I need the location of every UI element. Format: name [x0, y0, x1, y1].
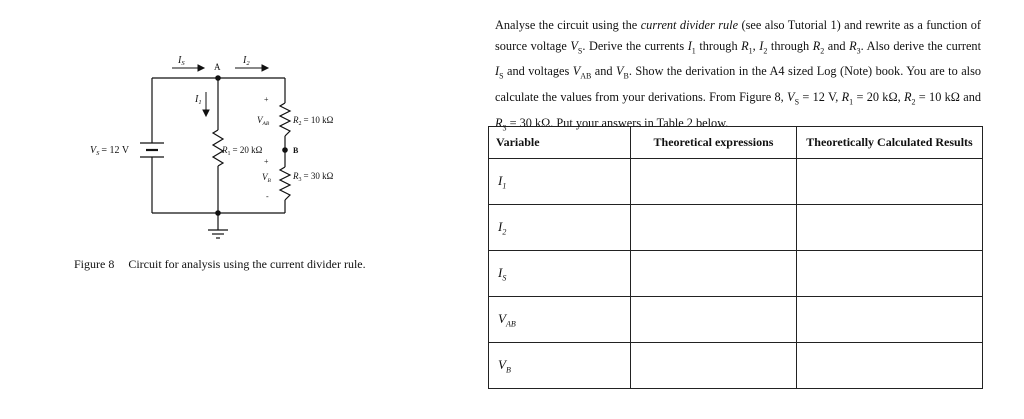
- circuit-diagram: [60, 40, 480, 290]
- is-label: $I_S$: [178, 55, 185, 67]
- resistor-r3: [280, 167, 290, 200]
- source-label: $V_S = 12$ V: [90, 145, 130, 157]
- result-cell[interactable]: [797, 159, 983, 205]
- expression-cell[interactable]: [631, 159, 797, 205]
- i2-label: $I_2$: [243, 55, 250, 67]
- table-row: [489, 205, 983, 251]
- is-arrowhead: [198, 65, 204, 71]
- expression-cell[interactable]: [631, 251, 797, 297]
- r3-label: $R_3 = 30$ kΩ: [293, 171, 334, 183]
- bottom-node-dot: [215, 210, 221, 216]
- expression-cell[interactable]: [631, 343, 797, 389]
- header-expressions: Theoretical expressions: [631, 127, 797, 159]
- table-header-row: [489, 127, 983, 159]
- table-row: [489, 297, 983, 343]
- i1-label: $I_1$: [195, 94, 202, 106]
- r2-label: $R_2 = 10$ kΩ: [293, 115, 334, 127]
- result-cell[interactable]: [797, 251, 983, 297]
- expression-cell[interactable]: [631, 297, 797, 343]
- figure-caption: [74, 257, 366, 272]
- result-cell[interactable]: [797, 297, 983, 343]
- vab-label: $V_{AB}$: [257, 115, 270, 127]
- node-a-label: A: [214, 62, 221, 72]
- table-row: [489, 159, 983, 205]
- i2-arrowhead: [262, 65, 268, 71]
- vab-plus: +: [264, 95, 269, 104]
- variable-cell: $V_B$: [489, 343, 631, 389]
- i1-arrowhead: [203, 110, 209, 116]
- variable-cell: $I_S$: [489, 251, 631, 297]
- result-cell[interactable]: [797, 205, 983, 251]
- caption-text: Circuit for analysis using the current divider rule.: [128, 257, 366, 271]
- node-b-label: B: [293, 146, 299, 155]
- variable-cell: $V_{AB}$: [489, 297, 631, 343]
- expression-cell[interactable]: [631, 205, 797, 251]
- results-table: [488, 126, 983, 389]
- r1-label: $R_1 = 20$ kΩ: [222, 145, 263, 157]
- variable-cell: $I_1$: [489, 159, 631, 205]
- node-b-dot: [282, 147, 288, 153]
- vb-label: $V_B$: [262, 172, 271, 184]
- figure-number: Figure 8: [74, 257, 115, 271]
- header-variable: Variable: [489, 127, 631, 159]
- variable-cell: $I_2$: [489, 205, 631, 251]
- ground-icon: [208, 230, 228, 238]
- node-a-dot: [215, 75, 221, 81]
- table-row: [489, 343, 983, 389]
- vb-plus: +: [264, 157, 269, 166]
- vb-minus: -: [266, 192, 269, 201]
- table-row: [489, 251, 983, 297]
- result-cell[interactable]: [797, 343, 983, 389]
- header-results: Theoretically Calculated Results: [797, 127, 983, 159]
- resistor-r2: [280, 103, 290, 136]
- voltage-source: [140, 143, 164, 157]
- instructions-paragraph: Analyse the circuit using the current divider rule (see also Tutorial 1) and rewrite as a function of source voltage $V_S$. Derive the currents $I_1$ through $R_1$, $I_2$ through $R_2$ and $R_3$. Also derive the current $I_S$ and voltages $V_{AB}$ and $V_B$. Show the derivation in the A4 sized Log (Note) book. You are to also calculate the values from your derivations. From Figure 8, $V_S = 12$ V, $R_1 = 20$ kΩ, $R_2 = 10$ kΩ and $R_3 = 30$ kΩ. Put your answers in Table 2 below.: [495, 18, 982, 133]
